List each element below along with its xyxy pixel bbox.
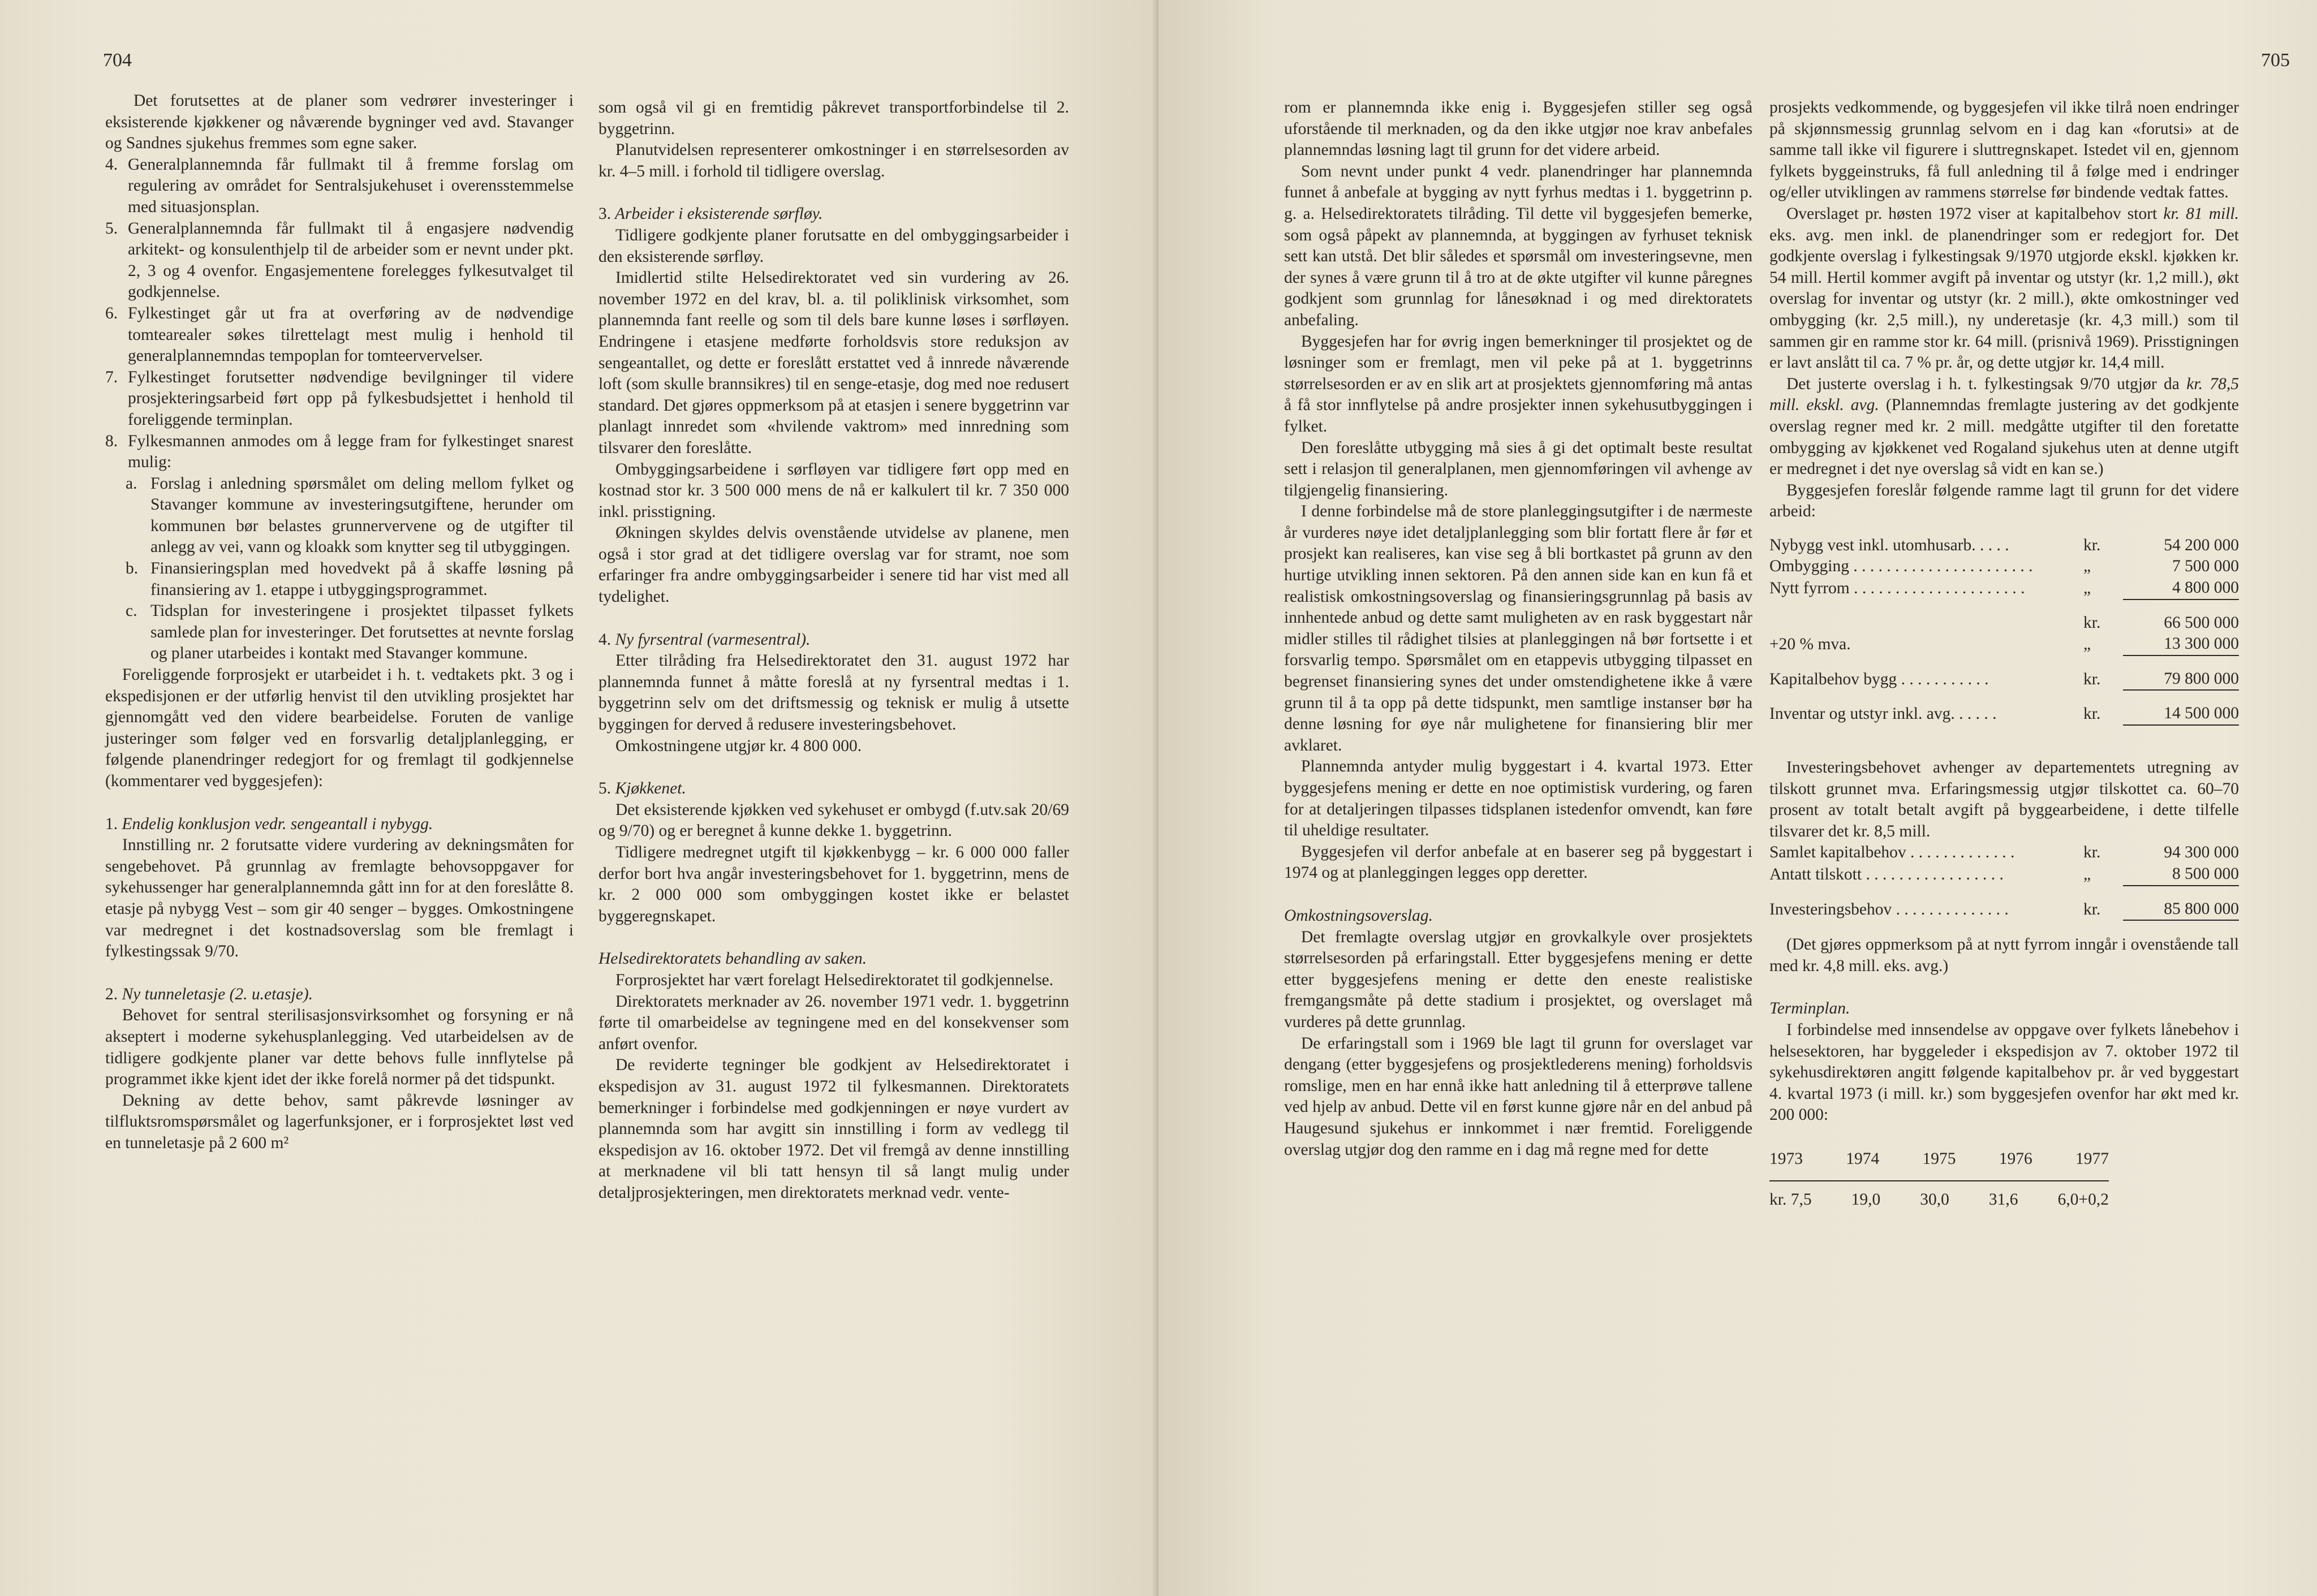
paragraph: Byggesjefen foreslår følgende ramme lagt til grunn for det videre arbeid: [1769, 481, 2239, 521]
paragraph: De reviderte tegninger ble godkjent av Helsedirektoratet i ekspedisjon av 31. august 1972 til fylkesmannen. Direktoratets bemerkninger i forbindelse med godkjenningen er nøye vurdert av plannemnda som har avgitt sin innstilling i form av vedlegg til ekspedisjon av 16. oktober 1972. Det vil fremgå av denne innstilling at merknadene vil bli tatt hensyn til så langt mulig under detaljprosjekteringen, men direktoratets merknad vedr. vente- [598, 1056, 1069, 1202]
list-item: 6. Fylkestinget går ut fra at overføring av de nødvendige tomtearealer søkes tilrettelagt mest mulig i henhold til generalplannemndas tempoplan for tomteervervelser. [105, 304, 574, 365]
paragraph: Plannemnda antyder mulig byggestart i 4. kvartal 1973. Etter byggesjefens mening er dette en noe optimistisk vurdering, og faren for at detaljeringen tilpasses tidsplanen istedenfor omvendt, kan føre til uheldige resultater. [1284, 757, 1752, 840]
paragraph: Planutvidelsen representerer omkostninger i en størrelsesorden av kr. 4–5 mill. i forhold til tidligere overslag. [598, 141, 1069, 180]
paragraph: Imidlertid stilte Helsedirektoratet ved sin vurdering av 26. november 1972 en del krav, bl. a. til poliklinisk virksomhet, som plannemnda fant reelle og som til dels bare kunne løses i sørfløyen. Endringene i etasjene medførte forholdsvis store reduksjon av sengeantallet, og dette er foreslått erstattet ved å innrede nåværende loft (som skulle brannsikres) til en senge-etasje, dog med noe redusert standard. Det gjøres oppmerksom på at etasjen i senere byggetrinn var planlagt innredet som «hvilende vaktrom» med innredning som tilsvarer den foreslåtte. [598, 269, 1069, 457]
page-number-left: 704 [103, 50, 132, 71]
table-row: Investeringsbehov . . . . . . . . . . . . . . kr. 85 800 000 [1769, 899, 2239, 921]
section-heading: 4. Ny fyrsentral (varmesentral). [598, 630, 811, 649]
section-heading: Omkostningsoverslag. [1284, 906, 1433, 925]
table-row: kr. 66 500 000 [2083, 613, 2239, 632]
column-2 [598, 97, 1069, 1204]
table-row: Antatt tilskott . . . . . . . . . . . . . . . . . „ 8 500 000 [1769, 864, 2239, 886]
left-page [0, 0, 1158, 1596]
list-item: 4. Generalplannemnda får fullmakt til å fremme forslag om regulering av området for Sentralsjukehuset i overensstemmelse med situasjonsplan. [105, 155, 574, 216]
paragraph: Etter tilråding fra Helsedirektoratet den 31. august 1972 har plannemnda funnet å måtte foreslå at ny fyrsentral medtas i 1. byggetrinn selv om det driftsmessig og teknisk er mulig å utsette byggingen for derved å redusere investeringsbehovet. [598, 652, 1069, 734]
paragraph: Innstilling nr. 2 forutsatte videre vurdering av dekningsmåten for sengebehovet. På grunnlag av fremlagte behovsoppgaver for sykehussenger har generalplannemnda gått inn for at den foreslåtte 8. etasje på nybygg Vest – som gir 40 senger – bygges. Omkostningene var medregnet i det kostnadsoverslag som ble fremlagt i fylkestingssak 9/70. [105, 836, 574, 961]
paragraph: Byggesjefen vil derfor anbefale at en baserer seg på byggestart i 1974 og at planleggingen legges opp deretter. [1284, 842, 1752, 882]
divider [1769, 1180, 2109, 1181]
page-number-right: 705 [2261, 50, 2290, 71]
list-subitem: c. Tidsplan for investeringene i prosjektet tilpasset fylkets samlede plan for investeringer. Det forutsettes at nevnte forslag og planer utarbeides i kontakt med Stavanger kommune. [126, 602, 574, 663]
column-3 [1284, 97, 1752, 1161]
year-row [1769, 1149, 2109, 1170]
numbered-list [105, 154, 574, 665]
paragraph: (Det gjøres oppmerksom på at nytt fyrrom inngår i ovenstående tall med kr. 4,8 mill. eks. avg.) [1769, 935, 2239, 975]
paragraph: De erfaringstall som i 1969 ble lagt til grunn for overslaget var dengang (etter byggesjefens og prosjektlederens mening) forholdsvis romslige, men en har ennå ikke hatt anledning til å etterprøve tallene ved hjelp av anbud. Dette vil en først kunne gjøre når en del anbud på Haugesund sjukehus er innkommet i nær fremtid. Foreliggende overslag utgjør dog den ramme en i dag må regne med for dette [1284, 1034, 1752, 1159]
year-label: 1976 [1999, 1149, 2032, 1168]
year-value: 19,0 [1851, 1190, 1881, 1209]
section-heading: 1. Endelig konklusjon vedr. sengeantall i nybygg. [105, 814, 433, 833]
column-4 [1769, 97, 2239, 1210]
paragraph: I denne forbindelse må de store planleggingsutgifter i de nærmeste år vurderes nøye idet detaljplanlegging som blir fortatt flere år før et prosjekt kan realiseres, kan vise seg å bli bortkastet på grunn av den hurtige utvikling innen sektoren. På den annen side kan en kun få et realistisk omkostningsoverslag og finansieringsgrunnlag på basis av innhentede anbud og dette samt muligheten av en rask byggestart når midler stilles til rådighet tilsies at planleggingen nå bør fortsette i et forsvarlig tempo. Spørsmålet om en etappevis utbygging tilpasset en begrenset finansiering synes det under omstendighetene ikke å være grunn til å ta opp på dette tidspunkt, men samtlige instanser bør ha denne løsning for øye når mulighetene for finansiering blir mer avklaret. [1284, 502, 1752, 754]
paragraph: Omkostningene utgjør kr. 4 800 000. [615, 736, 862, 755]
year-label: 1977 [2075, 1149, 2109, 1168]
paragraph: Det forutsettes at de planer som vedrører investeringer i eksisterende kjøkkener og nåværende bygninger ved avd. Stavanger og Sandnes sjukehus fremmes som egne saker. [105, 92, 574, 153]
section-heading: Helsedirektoratets behandling av saken. [598, 950, 867, 968]
paragraph: Det eksisterende kjøkken ved sykehuset er ombygd (f.utv.sak 20/69 og 9/70) og er beregnet å kunne dekke 1. byggetrinn. [598, 800, 1069, 840]
table-row: +20 % mva. „ 13 300 000 [1769, 633, 2239, 655]
paragraph: Dekning av dette behov, samt påkrevde løsninger av tilfluktsromspørsmålet og lagerfunksjoner, er i forprosjektet løst ved en tunneletasje på 2 600 m² [105, 1091, 574, 1152]
paragraph: Økningen skyldes delvis ovenstående utvidelse av planene, men også i stor grad at det tidligere overslag var for stramt, noe som erfaringer fra andre ombyggingsarbeider i senere tid har vist med all tydelighet. [598, 524, 1069, 606]
paragraph: Det justerte overslag i h. t. fylkestingsak 9/70 utgjør da kr. 78,5 mill. ekskl. avg. (Plannemndas fremlagte justering av det godkjente overslag regner med kr. 2 mill. medgåtte utgifter til den foretatte ombygging av kjøkkenet ved Rogaland sjukehus uten at denne utgift er medregnet i det nye overslag så vidt en kan se.) [1769, 374, 2239, 478]
right-page [1158, 0, 2317, 1596]
section-heading: Terminplan. [1769, 999, 1850, 1018]
column-1 [105, 90, 574, 1154]
table-row: Nytt fyrrom . . . . . . . . . . . . . . . . . . . . . „ 4 800 000 [1769, 577, 2239, 599]
table-row: Kapitalbehov bygg . . . . . . . . . . . kr. 79 800 000 [1769, 668, 2239, 691]
year-value: kr. 7,5 [1769, 1190, 1812, 1209]
list-subitem: b. Finansieringsplan med hovedvekt på å skaffe løsning på finansiering av 1. etappe i utbyggingsprogrammet. [126, 559, 574, 599]
paragraph: som også vil gi en fremtidig påkrevet transportforbindelse til 2. byggetrinn. [598, 98, 1069, 138]
year-value: 30,0 [1920, 1190, 1949, 1209]
year-label: 1974 [1846, 1149, 1880, 1168]
paragraph: Det fremlagte overslag utgjør en grovkalkyle over prosjektets størrelsesorden på erfaringstall. Etter byggesjefens mening er dette etter byggesjefens mening er dette den eneste realistiske fremgangsmåte på dette stadium i prosjektet, og overslaget må vurderes på dette grunnlag. [1284, 928, 1752, 1031]
list-item: 8. Fylkesmannen anmodes om å legge fram for fylkestinget snarest mulig: [105, 432, 574, 472]
table-row: Inventar og utstyr inkl. avg. . . . . . kr. 14 500 000 [1769, 703, 2239, 725]
list-subitem: a. Forslag i anledning spørsmålet om deling mellom fylket og Stavanger kommune av investeringsutgiftene, herunder om kommunen bør belastes grunnervervene og de utgifter til anlegg av vei, vann og kloakk som knytter seg til utbyggingen. [126, 474, 574, 557]
paragraph: Overslaget pr. høsten 1972 viser at kapitalbehov stort kr. 81 mill. eks. avg. men inkl. de planendringer som er redegjort for. Det godkjente overslag i fylkestingsak 9/1970 utgjorde ekskl. kjøkken kr. 54 mill. Hertil kommer avgift på inventar og utstyr (kr. 1,2 mill.), økt overslag for inventar og utstyr (kr. 2 mill.), økte omkostninger ved ombygging (kr. 2,5 mill.), ny underetasje (kr. 4,3 mill.) som til sammen gir en ramme stor kr. 64 mill. (prisnivå 1969). Prisstigningen er lavt anslått til ca. 7 % pr. år, og dette utgjør kr. 14,4 mill. [1769, 204, 2239, 372]
year-label: 1975 [1922, 1149, 1956, 1168]
year-value: 6,0+0,2 [2057, 1190, 2109, 1209]
year-label: 1973 [1769, 1149, 1803, 1168]
paragraph: I forbindelse med innsendelse av oppgave over fylkets lånebehov i helsesektoren, har byggeleder i ekspedisjon av 7. oktober 1972 til sykehusdirektøren angitt følgende kapitalbehov pr. år ved byggestart 4. kvartal 1973 (i mill. kr.) som byggesjefen ovenfor har økt med kr. 200 000: [1769, 1020, 2239, 1124]
section-heading: 5. Kjøkkenet. [598, 779, 686, 798]
paragraph: Foreliggende forprosjekt er utarbeidet i h. t. vedtakets pkt. 3 og i ekspedisjonen er der utførlig henvist til den utvikling prosjektet har gjennomgått ved den videre bearbeidelse. Foruten de vanlige justeringer som følger ved en forsvarlig detaljplanlegging, er følgende planendringer redegjort for og fremlagt til godkjennelse (kommentarer ved byggesjefen): [105, 666, 574, 790]
paragraph: Ombyggingsarbeidene i sørfløyen var tidligere ført opp med en kostnad stor kr. 3 500 000 mens de nå er kalkulert til kr. 7 350 000 inkl. prisstigning. [598, 460, 1069, 521]
paragraph: Tidligere medregnet utgift til kjøkkenbygg – kr. 6 000 000 faller derfor bort hva angår investeringsbehovet for 1. byggetrinn, mens de kr. 2 000 000 som ombyggingen kostet ikke er belastet byggeregnskapet. [598, 843, 1069, 925]
paragraph: Investeringsbehovet avhenger av departementets utregning av tilskott grunnet mva. Erfaringsmessig utgjør tilskottet ca. 60–70 prosent av totalt betalt avgift på byggearbeidene, i dette tilfelle tilsvarer det kr. 8,5 mill. [1769, 758, 2239, 840]
table-row: Nybygg vest inkl. utomhusarb. . . . . kr. 54 200 000 [1769, 536, 2239, 554]
section-heading: 2. Ny tunneletasje (2. u.etasje). [105, 985, 313, 1003]
investment-table [1769, 842, 2239, 921]
year-value-row [1769, 1189, 2109, 1211]
cost-table [1769, 535, 2239, 726]
paragraph: Forprosjektet har vært forelagt Helsedirektoratet til godkjennelse. [615, 970, 1054, 989]
paragraph: Som nevnt under punkt 4 vedr. planendringer har plannemnda funnet å anbefale at bygging av nytt fyrhus medtas i 1. byggetrinn p. g. a. Helsedirektoratets tilråding. Til dette vil byggesjefen bemerke, som også påpekt av plannemnda, at byggingen av fyrhuset teknisk sett kan utstå. Det blir således et spørsmål om investeringsevne, men der synes å være grunn til å tro at de økte utgifter vil kunne påregnes godkjent som grunnlag for lånesøknad i og med direktoratets anbefaling. [1284, 162, 1752, 329]
paragraph: Behovet for sentral sterilisasjonsvirksomhet og forsyning er nå akseptert i moderne sykehusplanlegging. Ved utarbeidelsen av de tidligere godkjente planer var dette behovs fulle innflytelse på programmet ikke kjent idet der ikke forelå normer på det tidspunkt. [105, 1006, 574, 1089]
paragraph: Den foreslåtte utbygging må sies å gi det optimalt beste resultat sett i relasjon til generalplanen, men gjennomføringen vil avhenge av tilgjengelig finansiering. [1284, 438, 1752, 499]
section-heading: 3. Arbeider i eksisterende sørfløy. [598, 205, 823, 223]
list-item: 5. Generalplannemnda får fullmakt til å engasjere nødvendig arkitekt- og konsulenthjelp til de arbeider som er nevnt under pkt. 2, 3 og 4 ovenfor. Engasjementene forelegges fylkesutvalget til godkjennelse. [105, 219, 574, 301]
table-row: Samlet kapitalbehov . . . . . . . . . . . . . kr. 94 300 000 [1769, 843, 2239, 862]
year-value: 31,6 [1988, 1190, 2018, 1209]
table-row: Ombygging . . . . . . . . . . . . . . . . . . . . . . „ 7 500 000 [1769, 557, 2239, 576]
paragraph: Direktoratets merknader av 26. november 1971 vedr. 1. byggetrinn førte til omarbeidelse av tegningene med en del konsekvenser som anført ovenfor. [598, 992, 1069, 1053]
paragraph: Byggesjefen har for øvrig ingen bemerkninger til prosjektet og de løsninger som er fremlagt, men vil peke på at 1. byggetrinns størrelsesorden er av en slik art at prosjektets gjennomføring må antas å få stor innflytelse på andre prosjekter innen sykehusutbyggingen i fylket. [1284, 332, 1752, 435]
list-item: 7. Fylkestinget forutsetter nødvendige bevilgninger til videre prosjekteringsarbeid ført opp på fylkesbudsjettet i henhold til foreliggende terminplan. [105, 368, 574, 429]
paragraph: Tidligere godkjente planer forutsatte en del ombyggingsarbeider i den eksisterende sørfløy. [598, 226, 1069, 266]
paragraph: prosjekts vedkommende, og byggesjefen vil ikke tilrå noen endringer på skjønnsmessig grunnlag selvom en i dag kan «forutsi» at de samme tall ikke vil figurere i sluttregnskapet. Istedet vil en, gjennom fylkets byggeinstruks, få full anledning til å følge med i endringer og/eller utviklingen av rammens størrelse før bindende vedtak fattes. [1769, 98, 2239, 202]
paragraph: rom er plannemnda ikke enig i. Byggesjefen stiller seg også uforstående til merknaden, og da den ikke utgjør noe krav anbefales plannemndas løsning lagt til grunn for det videre arbeid. [1284, 98, 1752, 159]
